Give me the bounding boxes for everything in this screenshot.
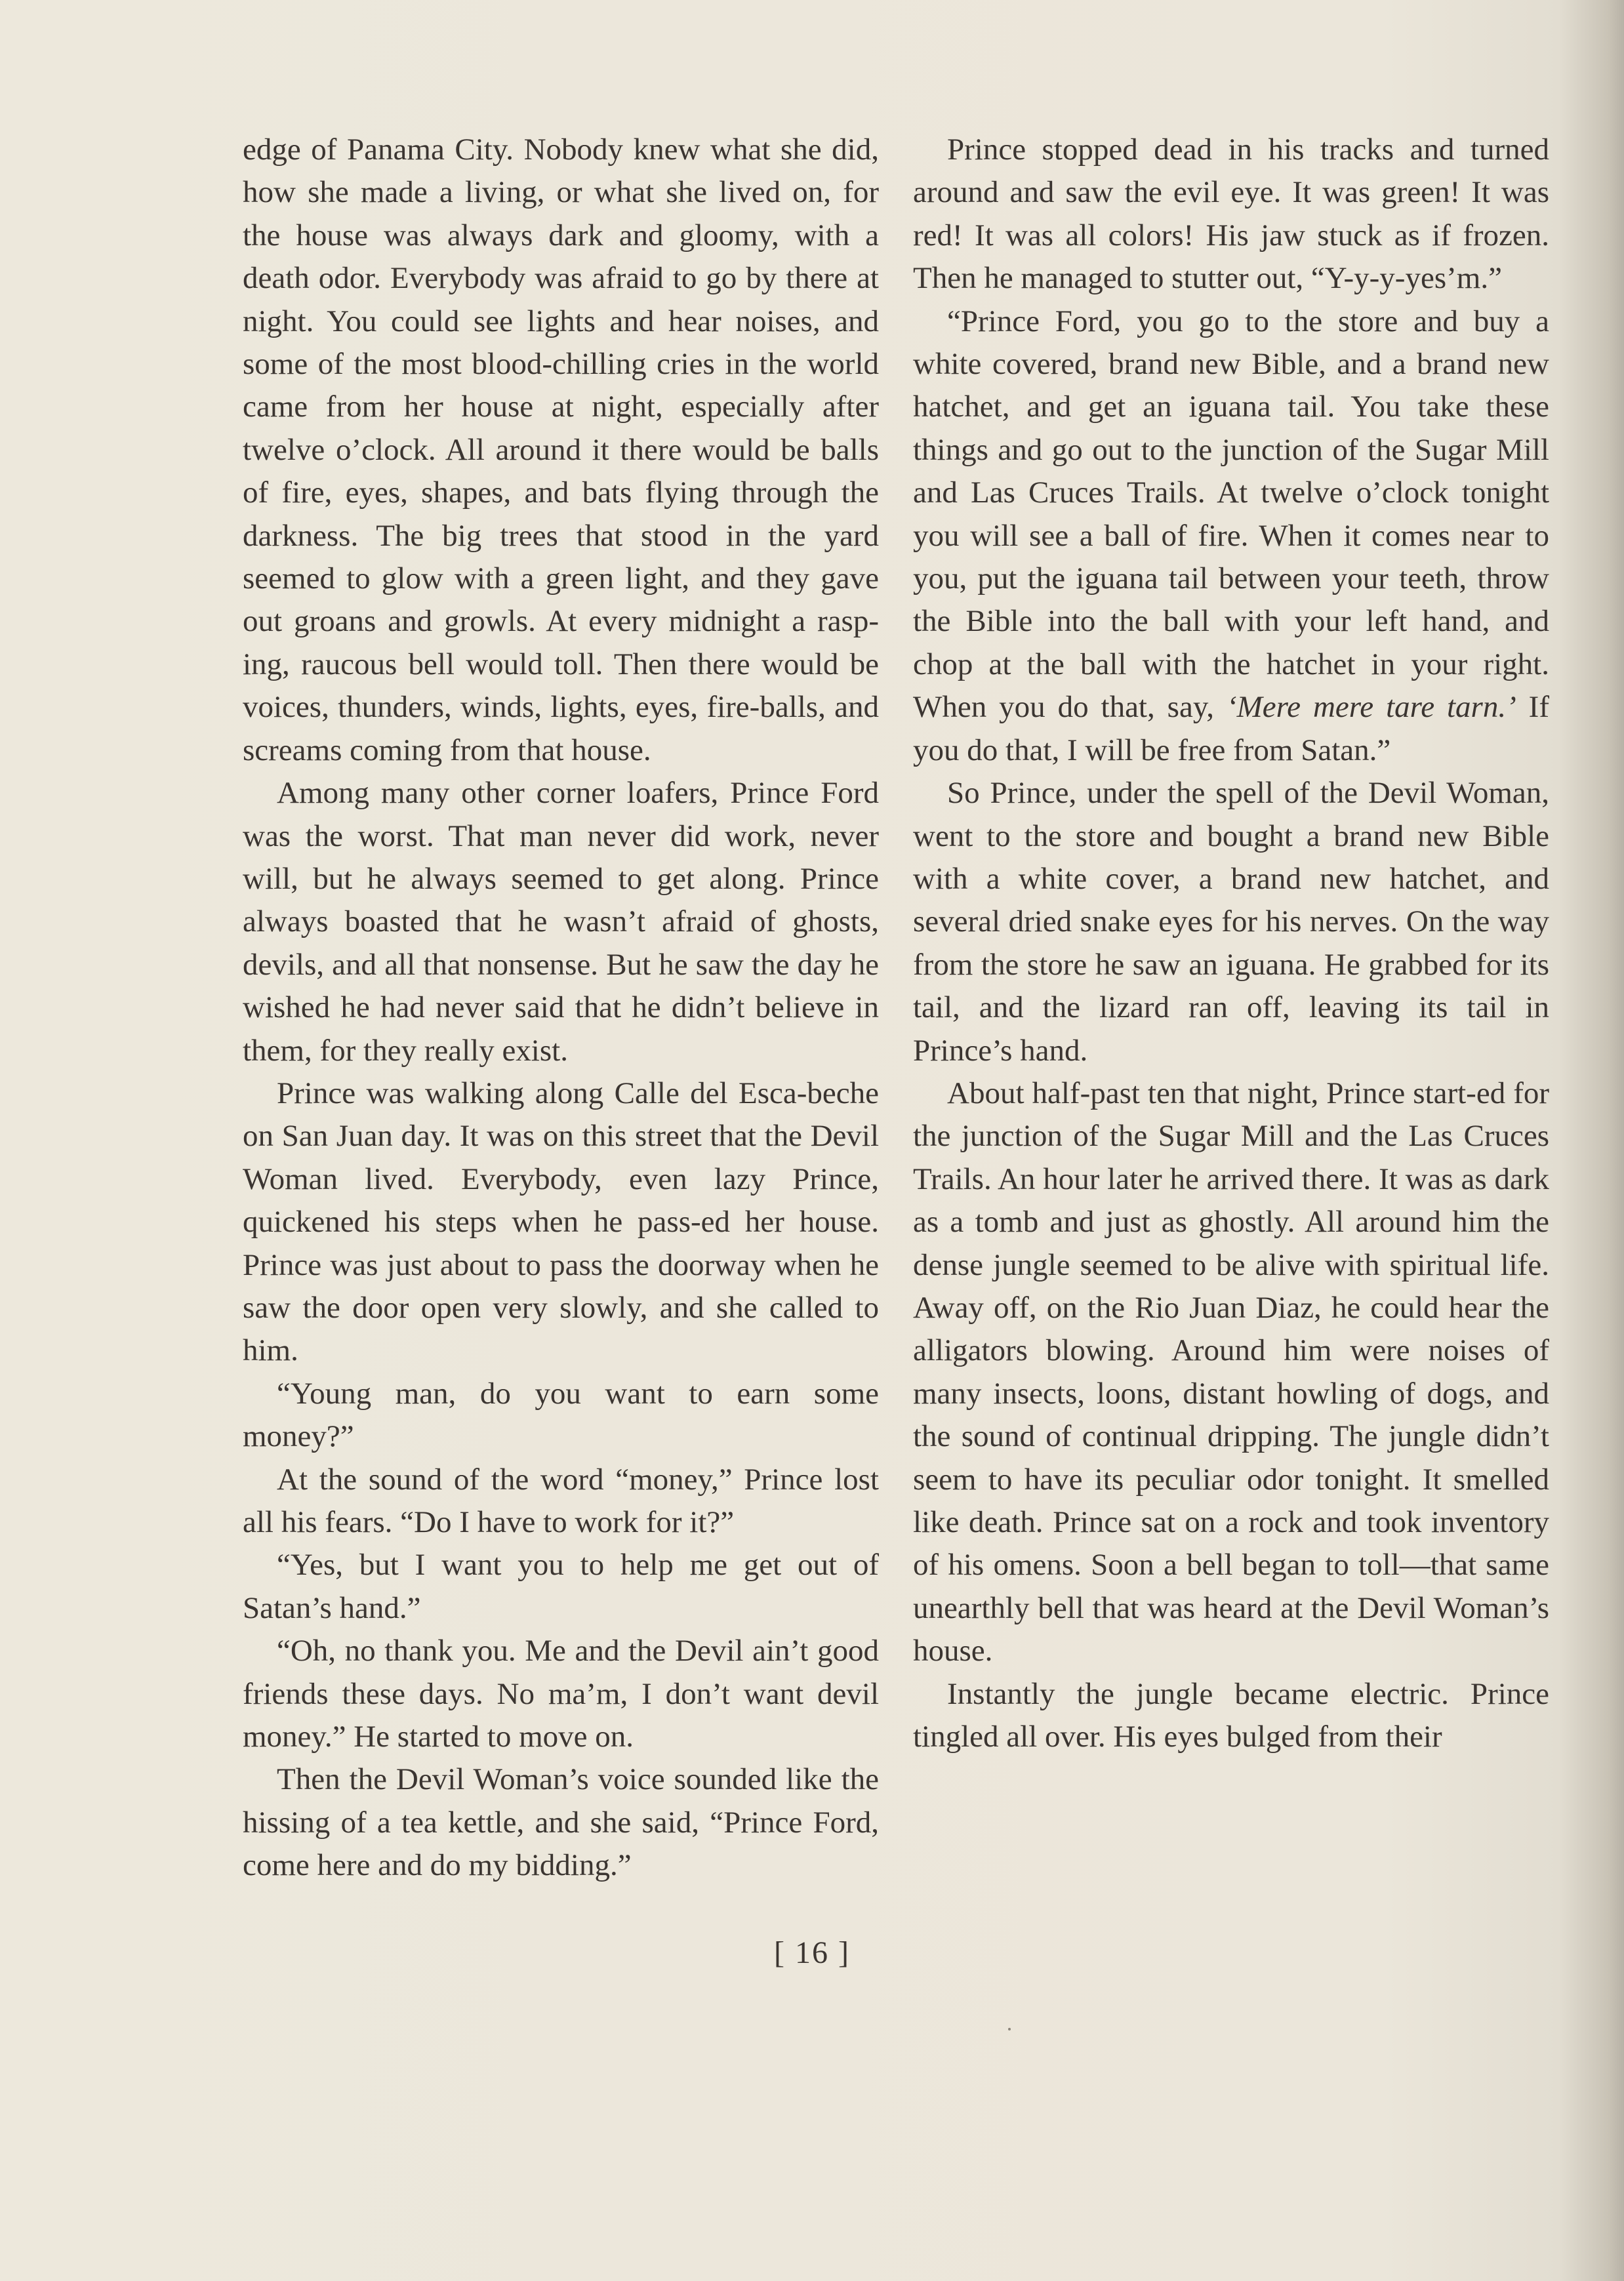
paragraph-text: “Prince Ford, you go to the store and buy a white covered, brand new Bible, and a brand new hatchet, and get an iguana tail. You take these things and go out to the junction of the Sugar Mill and Las Cruces Trails. At twelve o’clock tonight you will see a ball of fire. When it comes near to you, put the iguana tail between your teeth, throw the Bible into the ball with your left hand, and chop at the ball with the hatchet in your right. When you do that, say, — [913, 304, 1549, 725]
paragraph: About half-past ten that night, Prince start-ed for the junction of the Sugar Mill and the Las Cruces Trails. An hour later he arrived there. It was as dark as a tomb and just as ghostly. All around him the dense jungle seemed to be alive with spiritual life. Away off, on the Rio Juan Diaz, he could hear the alligators blowing. Around him were noises of many insects, loons, distant howling of dogs, and the sound of continual dripping. The jungle didn’t seem to have its peculiar odor tonight. It smelled like death. Prince sat on a rock and took inventory of his omens. Soon a bell began to toll—that same unearthly bell that was heard at the Devil Woman’s house. — [913, 1076, 1549, 1668]
paragraph: Prince stopped dead in his tracks and turned around and saw the evil eye. It was green! It was red! It was all colors! His jaw stuck as if frozen. Then he managed to stutter out, “Y-y-y-yes’m.” — [913, 132, 1549, 296]
incantation-italic: ‘Mere mere tare tarn.’ — [1226, 690, 1516, 725]
page-number: [ 16 ] — [774, 1935, 850, 1970]
paragraph: edge of Panama City. Nobody knew what she did, how she made a living, or what she lived on, for the house was always dark and gloomy, with a death odor. Everybody was afraid to go by there at night. You could see lights and hear noises, and some of the most blood-chilling cries in the world came from her house at night, especially after twelve o’clock. All around it there would be balls of fire, eyes, shapes, and bats flying through the darkness. The big trees that stood in the yard seemed to glow with a green light, and they gave out groans and growls. At every midnight a rasp-ing, raucous bell would toll. Then there would be voices, thunders, winds, lights, eyes, fire-balls, and screams coming from that house. — [243, 132, 879, 767]
paragraph: Among many other corner loafers, Prince Ford was the worst. That man never did work, never will, but he always seemed to get along. Prince always boasted that he wasn’t afraid of ghosts, devils, and all that nonsense. But he saw the day he wished he had never said that he didn’t believe in them, for they really exist. — [243, 776, 879, 1068]
left-text-column — [243, 129, 879, 1887]
paragraph: “Oh, no thank you. Me and the Devil ain’t good friends these days. No ma’m, I don’t want devil money.” He started to move on. — [243, 1634, 879, 1754]
paragraph — [913, 300, 1549, 772]
paragraph-text: If you do that, I will be free from Satan.” — [913, 690, 1549, 767]
paragraph: At the sound of the word “money,” Prince lost all his fears. “Do I have to work for it?” — [243, 1462, 879, 1539]
paragraph: “Yes, but I want you to help me get out of Satan’s hand.” — [243, 1548, 879, 1625]
paragraph: Prince was walking along Calle del Esca-beche on San Juan day. It was on this street that the Devil Woman lived. Everybody, even lazy Prince, quickened his steps when he pass-ed her house. Prince was just about to pass the doorway when he saw the door open very slowly, and she called to him. — [243, 1076, 879, 1368]
paper-speck — [1008, 2028, 1011, 2030]
paragraph: So Prince, under the spell of the Devil Woman, went to the store and bought a brand new Bible with a white cover, a brand new hatchet, and several dried snake eyes for his nerves. On the way from the store he saw an iguana. He grabbed for its tail, and the lizard ran off, leaving its tail in Prince’s hand. — [913, 776, 1549, 1068]
paragraph: Instantly the jungle became electric. Prince tingled all over. His eyes bulged from their — [913, 1676, 1549, 1754]
paragraph: “Young man, do you want to earn some money?” — [243, 1376, 879, 1454]
paragraph: Then the Devil Woman’s voice sounded like the hissing of a tea kettle, and she said, “Prince Ford, come here and do my bidding.” — [243, 1762, 879, 1883]
right-text-column — [913, 129, 1549, 1758]
